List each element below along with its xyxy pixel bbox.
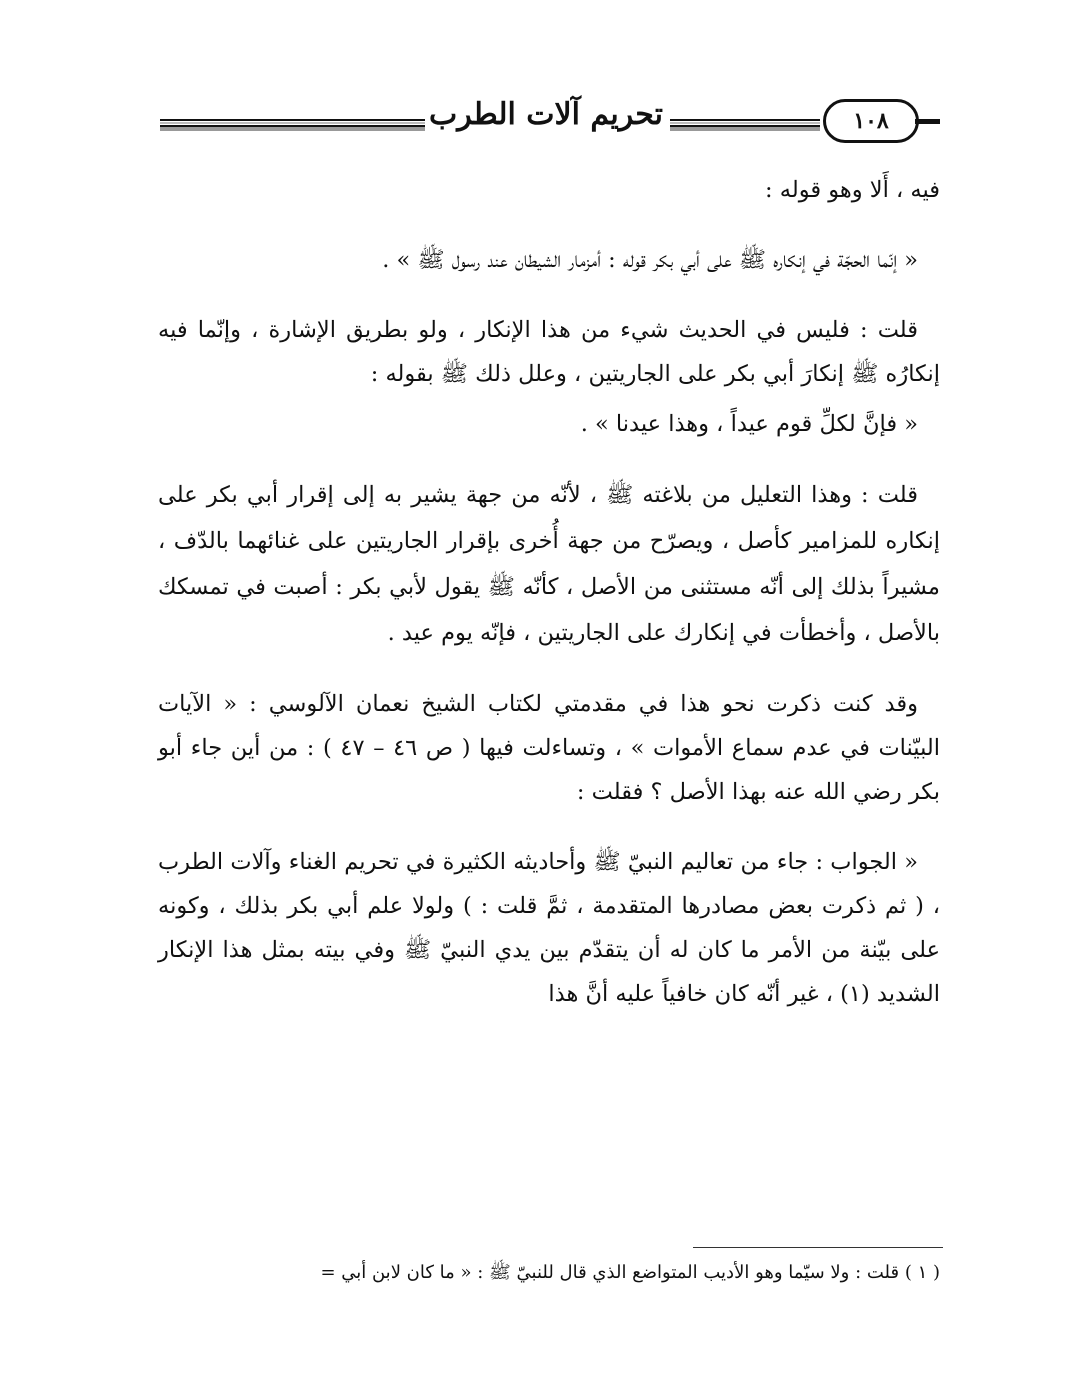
paragraph: قلت : وهذا التعليل من بلاغته ﷺ ، لأنّه من جهة يشير به إلى إقرار أبي بكر على إنكاره للمزامير كأصل ، ويصرّح من جهة أُخرى بإقرار الجاريتين على غنائهما بالدّف ، مشيراً بذلك إلى أنّه مستثنى من الأصل ، كأنّه ﷺ يقول لأبي بكر : أصبت في تمسكك بالأصل ، وأخطأت في إنكارك على الجاريتين ، فإنّه يوم عيد . [158, 482, 940, 646]
page-number: ١٠٨ [823, 99, 919, 143]
running-title: تحريم آلات الطرب [428, 97, 663, 132]
quote-paragraph: « إنّما الحجّة في إنكاره ﷺ على أبي بكر قوله : أمزمار الشيطان عند رسول ﷺ » . [382, 247, 918, 273]
header-ornament-tail [915, 119, 940, 124]
footnote: ( ١ ) قلت : ولا سيّما وهو الأديب المتواضع الذي قال للنبيّ ﷺ : « ما كان لابن أبي = [320, 1262, 940, 1283]
header-ornament-bar [160, 119, 425, 131]
footnote-separator [693, 1247, 943, 1248]
paragraph: وقد كنت ذكرت نحو هذا في مقدمتي لكتاب الشيخ نعمان الآلوسي : « الآيات البيّنات في عدم سماع الأموات » ، وتساءلت فيها ( ص ٤٦ – ٤٧ ) : من أين جاء أبو بكر رضي الله عنه بهذا الأصل ؟ فقلت : [158, 691, 940, 805]
paragraph: فيه ، أَلا وهو قوله : [765, 177, 940, 203]
paragraph: قلت : فليس في الحديث شيء من هذا الإنكار ، ولو بطريق الإشارة ، وإنّما فيه إنكارُه ﷺ إنكارَ أبي بكر على الجاريتين ، وعلل ذلك ﷺ بقوله : [158, 317, 940, 387]
quote-paragraph: « الجواب : جاء من تعاليم النبيّ ﷺ وأحاديثه الكثيرة في تحريم الغناء وآلات الطرب ، ( ثم ذكرت بعض مصادرها المتقدمة ، ثمَّ قلت : ) ولولا علم أبي بكر بذلك ، وكونه على بيّنة من الأمر ما كان له أن يتقدّم بين يدي النبيّ ﷺ وفي بيته بمثل هذا الإنكار الشديد (١) ، غير أنّه كان خافياً عليه أنَّ هذا [158, 849, 940, 1007]
header-ornament-bar [670, 119, 820, 131]
hadith-quote: « فإنَّ لكلِّ قوم عيداً ، وهذا عيدنا » . [580, 411, 918, 437]
page-header [155, 95, 940, 145]
page-body [158, 168, 940, 1016]
